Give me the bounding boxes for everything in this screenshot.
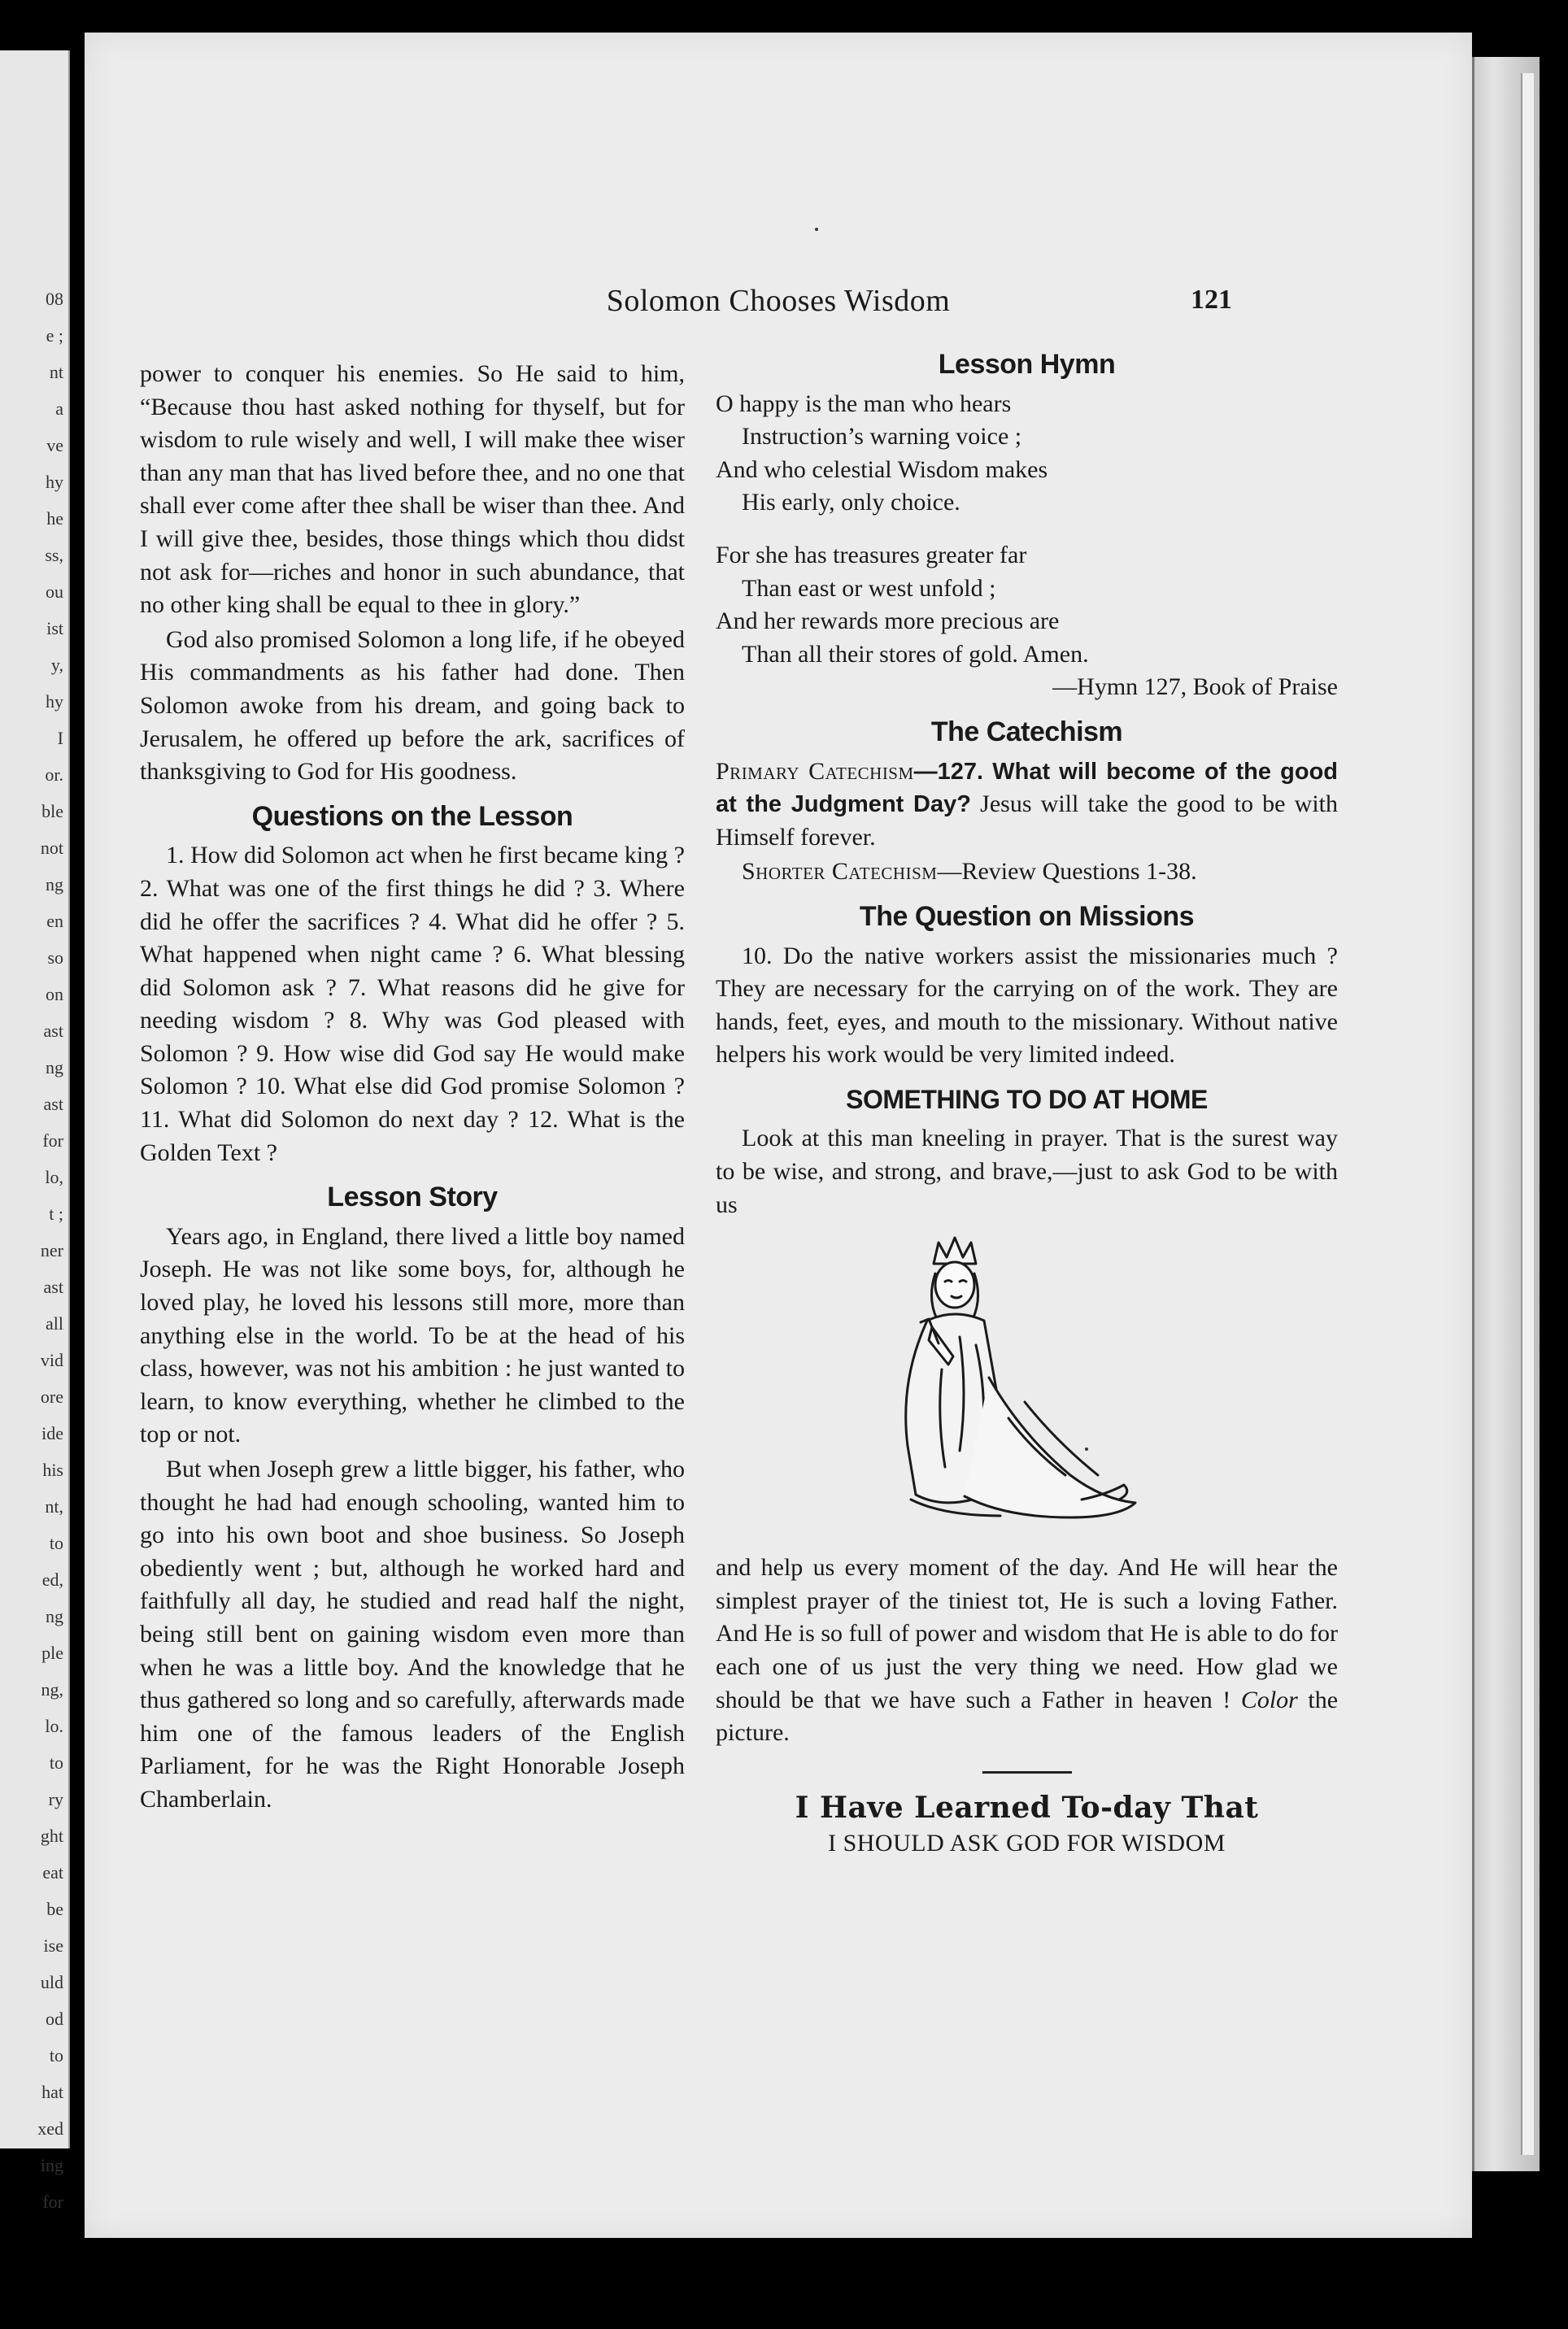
page-stack-edge-inner xyxy=(1521,73,1534,2155)
previous-page-text-fragment: ght xyxy=(40,1826,63,1846)
print-speck xyxy=(1085,1447,1088,1451)
print-speck xyxy=(815,228,818,231)
previous-page-text-fragment: eat xyxy=(42,1862,63,1883)
primary-catechism-answer: Jesus will take the good to be with Himself forever. xyxy=(716,790,1339,851)
primary-catechism xyxy=(716,755,1338,855)
intro-paragraph-1: power to conquer his enemies. So He said to him, “Because thou hast asked nothing for thyself, but for wisdom to rule wisely and well, I will make thee wiser than any man that has lived before thee, and no one that shall ever come after thee shall be wiser than thee. And I will give thee, besides, those things which thou didst not ask for—riches and honor in such abundance, that no other king shall be equal to thee in glory.” xyxy=(140,360,685,619)
hymn-line: For she has treasures greater far xyxy=(716,541,1027,568)
previous-page-text-fragment: en xyxy=(46,911,63,931)
previous-page-text-fragment: ng xyxy=(46,1057,63,1077)
section-divider xyxy=(982,1771,1072,1774)
left-column xyxy=(140,358,685,1818)
hymn-stanza-2 xyxy=(716,539,1338,671)
previous-page-text-fragment: lo, xyxy=(45,1167,63,1187)
previous-page-text-fragment: ore xyxy=(40,1387,63,1407)
story-paragraph-1: Years ago, in England, there lived a little boy named Joseph. He was not like some boys, for, although he loved play, he loved his lessons still more, more than anything else in the world. To be at the head of his class, however, was not his ambition : he just wanted to learn, to know everything, whether he climbed to the top or not. xyxy=(140,1222,685,1448)
previous-page-text-fragment: ng xyxy=(46,1606,63,1626)
previous-page-text-fragment: hy xyxy=(46,472,63,492)
missions-text: 10. Do the native workers assist the missionaries much ? They are necessary for the carrying on of the work. They are hands, feet, eyes, and mouth to the missionary. Without native helpers his work would be very limited indeed. xyxy=(716,942,1338,1069)
previous-page-text-fragment: od xyxy=(46,2009,63,2029)
previous-page-text-fragment: to xyxy=(49,1533,63,1553)
home-heading: SOMETHING TO DO AT HOME xyxy=(846,1084,1208,1114)
previous-page-text-fragment: or. xyxy=(45,764,63,785)
primary-catechism-question: —127. What will become of the good at the Judgment Day? xyxy=(716,758,1339,818)
previous-page-edge xyxy=(0,50,70,2212)
story-paragraph-2: But when Joseph grew a little bigger, his father, who thought he had had enough schooling, wanted him to go into his own boot and shoe business. So Joseph obediently went ; but, although he worked hard and faithfully all day, he studied and read half the night, being still bent on gaining wisdom even more than when he was a little boy. And the knowledge that he thus gathered so long and so carefully, afterwards made him one of the famous leaders of the English Parliament, for he was the Right Honorable Joseph Chamberlain. xyxy=(140,1456,685,1813)
previous-page-text-fragment: ast xyxy=(43,1094,63,1114)
learned-text: I SHOULD ASK GOD FOR WISDOM xyxy=(828,1830,1226,1857)
running-head-title: Solomon Chooses Wisdom xyxy=(606,284,951,318)
story-heading: Lesson Story xyxy=(327,1182,498,1213)
hymn-line: And her rewards more precious are xyxy=(716,607,1060,635)
previous-page-text-fragment: ng, xyxy=(41,1679,63,1700)
hymn-stanza-1 xyxy=(716,388,1338,520)
previous-page-text-fragment: hy xyxy=(46,691,63,712)
home-text-1: Look at this man kneeling in prayer. That is the surest way to be wise, and strong, and brave,—just to ask God to be with us xyxy=(716,1125,1338,1218)
previous-page-text-fragment: y, xyxy=(50,655,63,675)
previous-page-text-fragment: ner xyxy=(40,1240,63,1260)
learned-heading: I Have Learned To-day That xyxy=(795,1790,1259,1825)
questions-heading: Questions on the Lesson xyxy=(251,800,573,832)
previous-page-text-fragment: I xyxy=(57,728,63,748)
previous-page-text-fragment: nt, xyxy=(45,1496,63,1517)
previous-page-text-fragment: lo. xyxy=(45,1716,63,1736)
previous-page-text-fragment: not xyxy=(40,838,63,858)
previous-page-text-fragment: ble xyxy=(41,801,63,821)
home-text-2-body: and help us every moment of the day. And He will hear the simplest prayer of the tiniest tot, He is such a loving Father. And He is so full of power and wisdom that He is able to do for each one of us just the very thing we need. How glad we should be that we have such a Father in heaven ! xyxy=(716,1554,1338,1713)
previous-page-text-fragment: ng xyxy=(46,874,63,895)
hymn-line: His early, only choice. xyxy=(742,489,960,516)
hymn-line: Than east or west unfold ; xyxy=(742,574,996,602)
missions-heading: The Question on Missions xyxy=(859,900,1195,932)
hymn-attribution: —Hymn 127, Book of Praise xyxy=(1052,673,1338,701)
previous-page-text-fragment: to xyxy=(49,2045,63,2066)
previous-page-text-fragment: 08 xyxy=(46,289,63,309)
intro-paragraph-2: God also promised Solomon a long life, if he obeyed His commandments as his father had done. Then Solomon awoke from his dream, and going back to Jerusalem, he offered up before the ark, sacrifices of thanksgiving to God for His goodness. xyxy=(140,625,685,786)
questions-text: 1. How did Solomon act when he first became king ? 2. What was one of the first things he did ? 3. Where did he offer the sacrifices ? 4. What did he offer ? 5. What happened when night came ? 6. What blessing did Solomon ask ? 7. What reasons did he give for needing wisdom ? 8. Why was God pleased with Solomon ? 9. How wise did God say He would make Solomon ? 10. What else did God promise Solomon ? 11. What did Solomon do next day ? 12. What is the Golden Text ? xyxy=(140,842,685,1166)
previous-page-text-fragment: ve xyxy=(46,435,63,455)
previous-page-text-fragment: xed xyxy=(37,2118,63,2139)
primary-catechism-label: Primary Catechism xyxy=(716,757,914,785)
previous-page-text-fragment: t ; xyxy=(49,1204,63,1224)
previous-page-text-fragment: all xyxy=(46,1313,63,1334)
kneeling-king-praying-illustration xyxy=(838,1231,1147,1540)
previous-page-text-fragment: ide xyxy=(41,1423,63,1443)
previous-page-text-fragment: ing xyxy=(40,2155,63,2175)
previous-page-text-fragment: ast xyxy=(43,1021,63,1041)
previous-page-text-fragment: for xyxy=(42,1130,63,1151)
right-column xyxy=(716,348,1338,1861)
hymn-line: Than all their stores of gold. Amen. xyxy=(742,640,1089,668)
previous-page-text-fragment: ist xyxy=(46,618,63,638)
previous-page-text-fragment: ou xyxy=(46,581,63,602)
hymn-line: O happy is the man who hears xyxy=(716,390,1012,417)
book-page xyxy=(85,33,1472,2238)
previous-page-text-fragment: e ; xyxy=(46,325,63,346)
previous-page-text-fragment: so xyxy=(47,947,63,968)
hymn-heading: Lesson Hymn xyxy=(938,349,1116,380)
previous-page-text-fragment: hat xyxy=(41,2082,63,2102)
previous-page-text-fragment: ple xyxy=(41,1643,63,1663)
previous-page-text-fragment: he xyxy=(46,508,63,529)
previous-page-text-fragment: ss, xyxy=(45,545,63,565)
hymn-line: Instruction’s warning voice ; xyxy=(742,423,1022,451)
shorter-catechism xyxy=(716,855,1338,889)
previous-page-text-fragment: ast xyxy=(43,1277,63,1297)
previous-page-text-fragment: vid xyxy=(40,1350,63,1370)
previous-page-text-fragment: his xyxy=(42,1460,63,1480)
catechism-heading: The Catechism xyxy=(930,716,1123,747)
page-number: 121 xyxy=(1191,285,1232,315)
previous-page-text-fragment: ise xyxy=(43,1935,63,1956)
previous-page-text-fragment: ry xyxy=(48,1789,63,1809)
home-text-3: the picture. xyxy=(716,1686,1339,1747)
previous-page-text-fragment: for xyxy=(42,2192,63,2212)
previous-page-text-fragment: ed, xyxy=(41,1569,63,1590)
previous-page-text-fragment: uld xyxy=(40,1972,63,1992)
previous-page-text-fragment: nt xyxy=(49,362,63,382)
previous-page-text-fragment: to xyxy=(49,1752,63,1773)
shorter-catechism-label: Shorter Catechism xyxy=(742,858,938,886)
home-text-2 xyxy=(716,1552,1338,1750)
hymn-line: And who celestial Wisdom makes xyxy=(716,455,1048,483)
previous-page-text-fragment: be xyxy=(46,1899,63,1919)
previous-page-text-fragment: a xyxy=(55,398,63,419)
previous-page-text-fragment: on xyxy=(46,984,63,1004)
home-text-2-italic: Color xyxy=(1240,1686,1298,1713)
shorter-catechism-text: —Review Questions 1-38. xyxy=(937,858,1197,886)
